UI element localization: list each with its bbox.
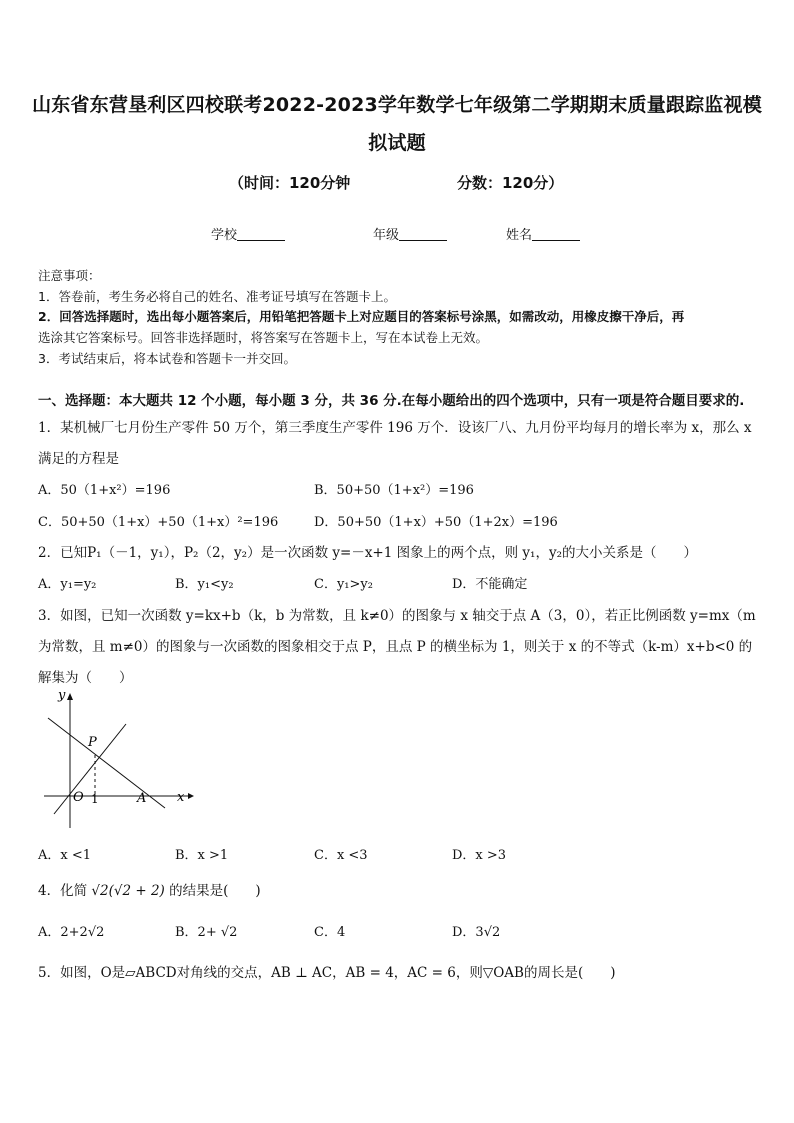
q2-stem: 2．已知P₁（－1，y₁），P₂（2，y₂）是一次函数 y=－x+1 图象上的两个点，则 y₁，y₂的大小关系是（ ） (38, 545, 697, 561)
grade-label: 年级 (373, 228, 400, 243)
grade-field (373, 224, 447, 243)
q5-stem: 5．如图，O是▱ABCD对角线的交点，AB ⊥ AC，AB = 4，AC = 6，则▽OAB的周长是( ) (38, 965, 616, 981)
notes-heading: 注意事项： (38, 268, 101, 283)
school-field (211, 224, 285, 243)
q3-stem-a: 3．如图，已知一次函数 y=kx+b（k，b 为常数，且 k≠0）的图象与 x 轴交于点 A（3，0），若正比例函数 y=mx（m (38, 608, 756, 624)
q1-stem-b: 满足的方程是 (38, 451, 119, 467)
section-1-heading: 一、选择题：本大题共 12 个小题，每小题 3 分，共 36 分.在每小题给出的四个选项中，只有一项是符合题目要求的. (38, 393, 745, 409)
q1-option-b: B．50+50（1+x²）=196 (314, 483, 474, 498)
note-2b: 选涂其它答案标号。回答非选择题时，将答案写在答题卡上，写在本试卷上无效。 (38, 330, 489, 345)
q4-expr-b: (√2 + 2) (108, 883, 165, 899)
q3-option-b: B．x >1 (175, 848, 229, 863)
q2-option-d: D．不能确定 (452, 577, 528, 592)
school-label: 学校 (211, 228, 238, 243)
tick-1-label: 1 (91, 792, 99, 806)
note-3: 3．考试结束后，将本试卷和答题卡一并交回。 (38, 351, 296, 366)
q1-option-d: D．50+50（1+x）+50（1+2x）=196 (314, 515, 558, 530)
q4-option-d: D．3√2 (452, 925, 501, 940)
exam-title-line2: 拟试题 (368, 132, 426, 154)
q2-option-a: A．y₁=y₂ (38, 577, 97, 592)
q3-option-a: A．x <1 (38, 848, 92, 863)
note-2a: 2．回答选择题时，选出每小题答案后，用铅笔把答题卡上对应题目的答案标号涂黑，如需改动，用橡皮擦干净后，再 (38, 309, 685, 324)
line-y-kx-b (48, 718, 165, 808)
school-blank (237, 227, 285, 241)
point-p-label: P (88, 735, 97, 750)
name-label: 姓名 (506, 228, 533, 243)
q3-stem-b: 为常数，且 m≠0）的图象与一次函数的图象相交于点 P，且点 P 的横坐标为 1，则关于 x 的不等式（k-m）x+b<0 的 (38, 639, 753, 655)
origin-label: O (73, 790, 84, 805)
exam-time: （时间：120分钟 (229, 174, 351, 192)
q4-expr-a: √2 (91, 883, 109, 899)
y-label: y (58, 688, 66, 703)
q3-option-c: C．x <3 (314, 848, 368, 863)
q4-option-b: B．2+ √2 (175, 925, 238, 940)
name-field (506, 224, 580, 243)
q4-stem-pre: 4．化简 (38, 883, 88, 899)
name-blank (532, 227, 580, 241)
q4-option-c: C．4 (314, 925, 346, 940)
q2-option-b: B．y₁<y₂ (175, 577, 234, 592)
exam-score: 分数：120分） (457, 174, 564, 192)
q1-option-c: C．50+50（1+x）+50（1+x）²=196 (38, 515, 279, 530)
q4-stem-post: 的结果是( ) (169, 883, 261, 899)
q1-stem-a: 1．某机械厂七月份生产零件 50 万个，第三季度生产零件 196 万个．设该厂八、九月份平均每月的增长率为 x，那么 x (38, 420, 752, 436)
q3-stem-c: 解集为（ ） (38, 670, 133, 686)
point-a-label: A (137, 791, 147, 806)
q1-option-a: A．50（1+x²）=196 (38, 483, 171, 498)
x-axis-arrow (188, 793, 194, 799)
y-axis-arrow (67, 693, 73, 700)
q2-option-c: C．y₁>y₂ (314, 577, 373, 592)
q4-option-a: A．2+2√2 (38, 925, 105, 940)
x-label: x (177, 790, 185, 805)
note-1: 1．答卷前，考生务必将自己的姓名、准考证号填写在答题卡上。 (38, 289, 396, 304)
q4-stem (38, 879, 261, 899)
q3-figure (30, 688, 200, 830)
q3-option-d: D．x >3 (452, 848, 507, 863)
grade-blank (399, 227, 447, 241)
exam-title-line1: 山东省东营垦利区四校联考2022-2023学年数学七年级第二学期期末质量跟踪监视模 (32, 94, 762, 116)
